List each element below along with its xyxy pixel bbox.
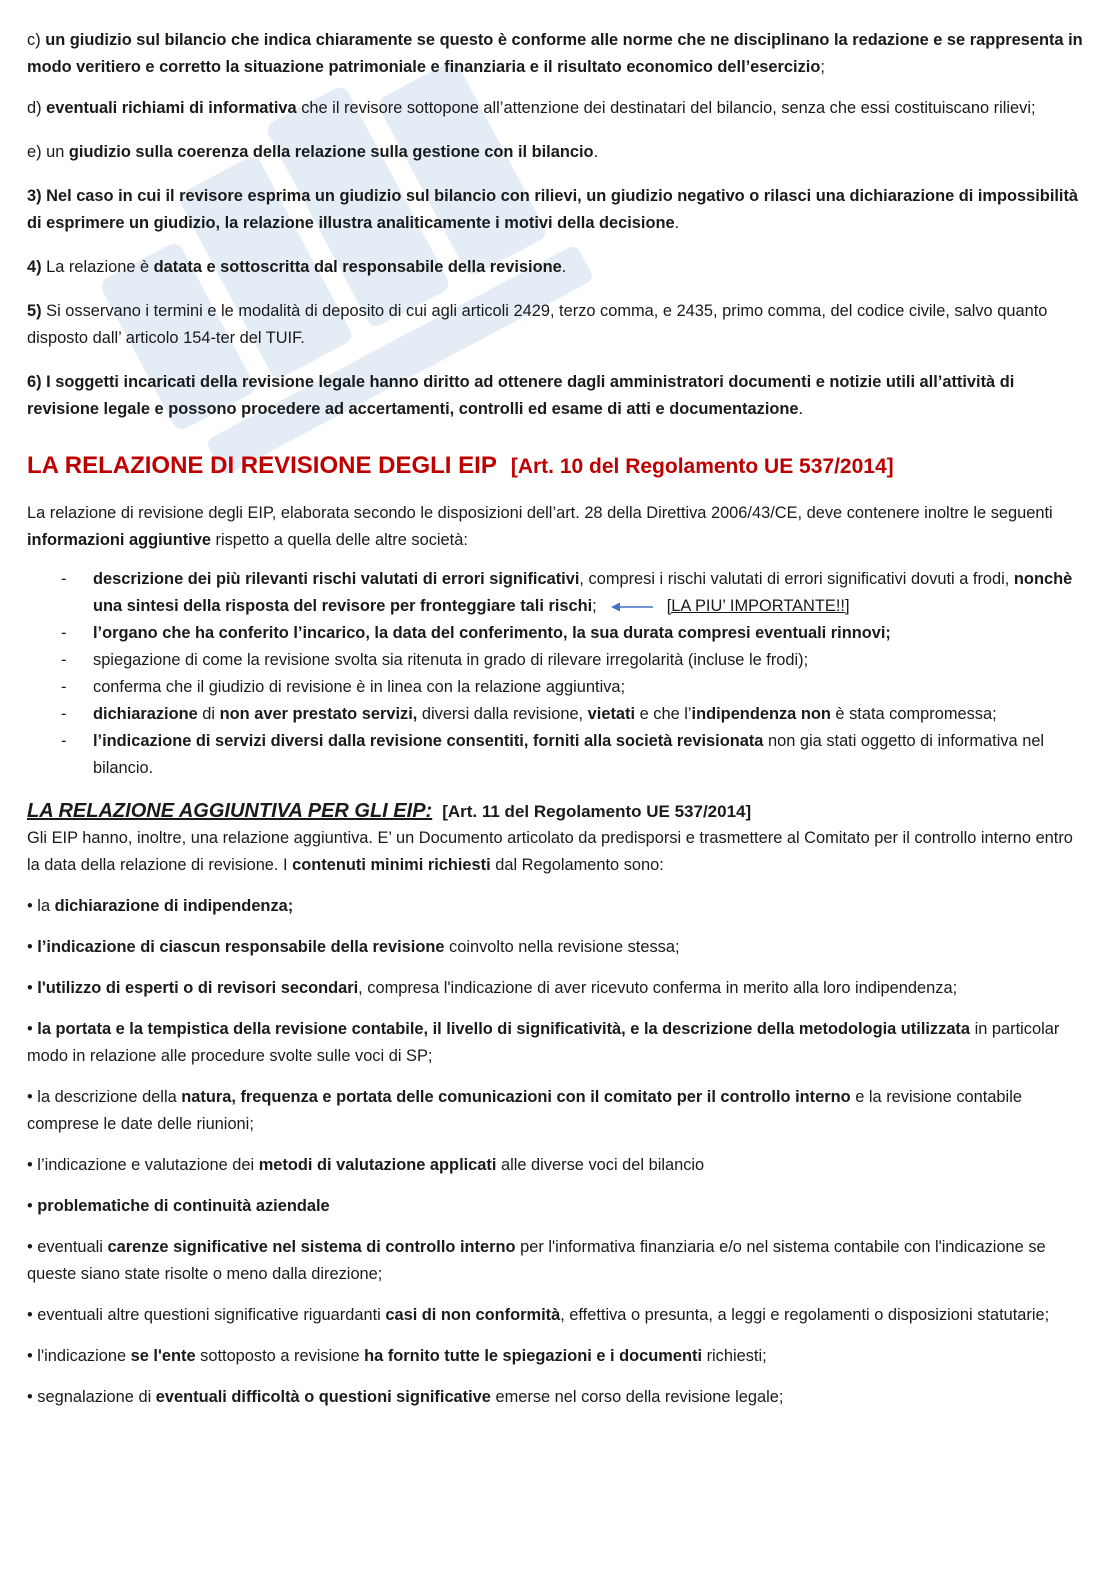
paragraph-d: d) eventuali richiami di informativa che il revisore sottopone all’attenzione dei destinatari del bilancio, senza che essi costituiscano rilievi; [27,99,1036,117]
bullet-item: • l'utilizzo di esperti o di revisori secondari, compresa l'indicazione di aver ricevuto conferma in merito alla loro indipendenza; [27,975,1089,1002]
list-item: - descrizione dei più rilevanti rischi valutati di errori significativi, compresi i rischi valutati di errori significativi dovuti a frodi, nonchè una sintesi della risposta del revisore per fronteggiare tali rischi; [LA PIU’ IMPORTANTE!!] [27,566,1089,620]
section-reference: [Art. 10 del Regolamento UE 537/2014] [510,455,894,478]
list-item: - spiegazione di come la revisione svolta sia ritenuta in grado di rilevare irregolarità (incluse le frodi); [27,647,1089,674]
paragraph-e: e) un giudizio sulla coerenza della relazione sulla gestione con il bilancio. [27,143,599,161]
paragraph-6: 6) I soggetti incaricati della revisione legale hanno diritto ad ottenere dagli amministratori documenti e notizie utili all’attività di revisione legale e possono procedere ad accertamenti, controlli ed esame di atti e documentazione. [27,373,1015,418]
left-arrow-icon [611,601,653,613]
section-reference: [Art. 11 del Regolamento UE 537/2014] [442,802,752,821]
paragraph-5: 5) Si osservano i termini e le modalità di deposito di cui agli articoli 2429, terzo comma, e 2435, primo comma, del codice civile, salvo quanto disposto dall’ articolo 154-ter del TUIF. [27,302,1048,347]
eip-info-list [27,566,1089,782]
section-heading-aggiuntiva: LA RELAZIONE AGGIUNTIVA PER GLI EIP: [Art. 11 del Regolamento UE 537/2014] [27,800,752,822]
document-page [27,27,1089,1411]
bullet-item: • l'indicazione se l'ente sottoposto a revisione ha fornito tutte le spiegazioni e i documenti richiesti; [27,1343,1089,1370]
section-heading-eip: LA RELAZIONE DI REVISIONE DEGLI EIP [Art. 10 del Regolamento UE 537/2014] [27,452,894,479]
importance-note: [LA PIU’ IMPORTANTE!!] [666,597,850,615]
bullet-item: • l’indicazione di ciascun responsabile della revisione coinvolto nella revisione stessa; [27,934,1089,961]
section1-intro: La relazione di revisione degli EIP, elaborata secondo le disposizioni dell’art. 28 della Direttiva 2006/43/CE, deve contenere inoltre le seguenti informazioni aggiuntive rispetto a quella delle altre società: [27,504,1053,549]
bullet-item: • eventuali altre questioni significative riguardanti casi di non conformità, effettiva o presunta, a leggi e regolamenti o disposizioni statutarie; [27,1302,1089,1329]
bullet-item: • l’indicazione e valutazione dei metodi di valutazione applicati alle diverse voci del bilancio [27,1152,1089,1179]
section2-intro: Gli EIP hanno, inoltre, una relazione aggiuntiva. E’ un Documento articolato da predisporsi e trasmettere al Comitato per il controllo interno entro la data della relazione di revisione. I contenuti minimi richiesti dal Regolamento sono: [27,829,1073,874]
bullet-item: • la dichiarazione di indipendenza; [27,893,1089,920]
bullet-item: • problematiche di continuità aziendale [27,1193,1089,1220]
bullet-item: • eventuali carenze significative nel sistema di controllo interno per l'informativa finanziaria e/o nel sistema contabile con l'indicazione se queste siano state risolte o meno dalla direzione; [27,1234,1089,1288]
bullet-item: • la descrizione della natura, frequenza e portata delle comunicazioni con il comitato per il controllo interno e la revisione contabile comprese le date delle riunioni; [27,1084,1089,1138]
list-item: - l’indicazione di servizi diversi dalla revisione consentiti, forniti alla società revisionata non gia stati oggetto di informativa nel bilancio. [27,728,1089,782]
bullet-item: • la portata e la tempistica della revisione contabile, il livello di significatività, e la descrizione della metodologia utilizzata in particolar modo in relazione alle procedure svolte sulle voci di SP; [27,1016,1089,1070]
list-item: - conferma che il giudizio di revisione è in linea con la relazione aggiuntiva; [27,674,1089,701]
list-item: - l’organo che ha conferito l’incarico, la data del conferimento, la sua durata compresi eventuali rinnovi; [27,620,1089,647]
paragraph-c: c) un giudizio sul bilancio che indica chiaramente se questo è conforme alle norme che ne disciplinano la redazione e se rappresenta in modo veritiero e corretto la situazione patrimoniale e finanziaria e il risultato economico dell’esercizio; [27,31,1083,76]
paragraph-4: 4) La relazione è datata e sottoscritta dal responsabile della revisione. [27,258,567,276]
list-item: - dichiarazione di non aver prestato servizi, diversi dalla revisione, vietati e che l’indipendenza non è stata compromessa; [27,701,1089,728]
paragraph-3: 3) Nel caso in cui il revisore esprima un giudizio sul bilancio con rilievi, un giudizio negativo o rilasci una dichiarazione di impossibilità di esprimere un giudizio, la relazione illustra analiticamente i motivi della decisione. [27,187,1079,232]
bullet-item: • segnalazione di eventuali difficoltà o questioni significative emerse nel corso della revisione legale; [27,1384,1089,1411]
